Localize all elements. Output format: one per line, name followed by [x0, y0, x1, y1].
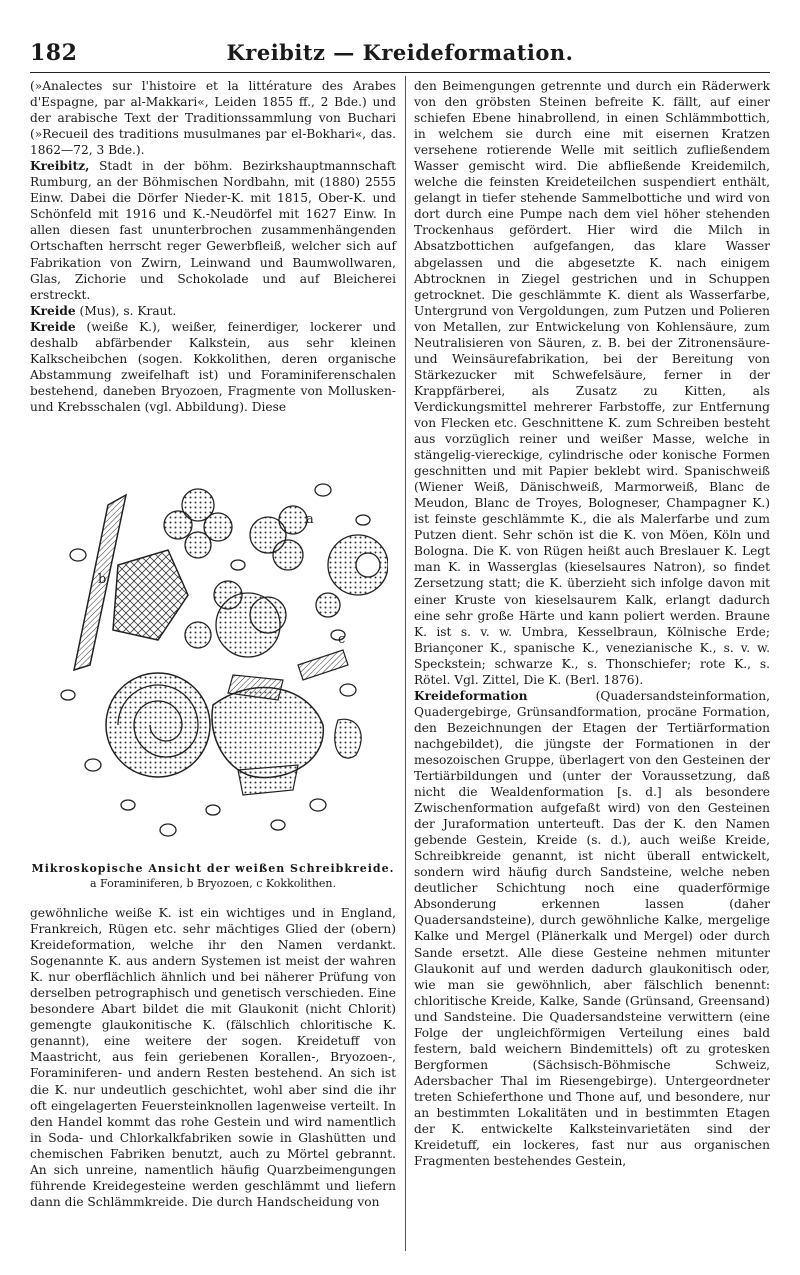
lemma-kreide-mus: Kreide: [30, 303, 76, 318]
lemma-kreide: Kreide: [30, 319, 76, 334]
paragraph-makkari: (»Analectes sur l'histoire et la littérature des Arabes d'Espagne, par al-Makkari«, Leiden 1855 ff., 2 Bde.) und der arabische Text der Traditionssammlung von Buchari (»Recueil des traditions musulmanes par el-Bokhari«, das. 1862—72, 3 Bde.).: [30, 79, 396, 158]
header-rule: [30, 72, 770, 73]
caption-title: Mikroskopische Ansicht der weißen Schreibkreide.: [31, 862, 395, 875]
entry-kreide-mus: [30, 303, 396, 319]
lemma-kreideformation: Kreideformation: [414, 688, 528, 703]
chalk-microscopy-illustration: [38, 465, 388, 855]
entry-kreide: [30, 319, 396, 415]
entry-kreibitz: [30, 158, 396, 302]
lemma-kreibitz: Kreibitz,: [30, 159, 90, 174]
entry-kreideformation-text: (Quadersandsteinformation, Quadergebirge, Grünsandformation, procäne Formation, den Bezeichnungen der Etagen der Tertiärformation nachgebildet), die jüngste der Formationen in der mesozoischen Gruppe, überlagert von den Gesteinen der Tertiärbildungen und (unter der Voraussetzung, daß nicht die Wealdenformation [s. d.] als besondere Zwischenformation aufgefaßt wird) von den Gesteinen der Juraformation unterteuft. Das der K. den Namen gebende Gestein, Kreide (s. d.), auch weiße Kreide, Schreibkreide genannt, ist nicht überall entwickelt, sondern wird häufig durch Sandsteine, welche neben deutlicher Schichtung noch eine quaderförmige Absonderung erkennen lassen (daher Quadersandsteine), durch gewöhnliche Kalke, mergelige Kalke und Mergel (Plänerkalk und Mergel) oder durch Sande ersetzt. Alle diese Gesteine nehmen mitunter Glaukonit auf und werden dadurch glaukonitisch oder, wie man sie gewöhnlich, aber fälschlich benennt: chloritische Kreide, Kalke, Sande (Grünsand, Greensand) und Sandsteine. Die Quadersandsteine verwittern (eine Folge der ungleichförmigen Verteilung eines bald festern, bald weichern Bindemittels) oft zu grotesken Bergformen (Sächsisch-Böhmische Schweiz, Adersbacher Thal im Riesengebirge). Untergeordneter treten Schieferthone und Thone auf, und besondere, nur an bestimmten Lokalitäten und in bestimmten Etagen der K. entwickelte Kalksteinvarietäten sind der Kreidetuff, ein lockeres, fast nur aus organischen Fragmenten bestehendes Gestein,: [414, 688, 770, 1169]
entry-kreideformation: [414, 688, 770, 1169]
page-header: [30, 40, 770, 70]
caption-legend: a Foraminiferen, b Bryozoen, c Kokkolithen.: [89, 877, 336, 890]
left-column-continued: [30, 905, 396, 1210]
paragraph-kreide-continued: gewöhnliche weiße K. ist ein wichtiges und in England, Frankreich, Rügen etc. sehr mächtiges Glied der (obern) Kreideformation, welche ihr den Namen verdankt. Sogenannte K. aus andern Systemen ist meist der wahren K. nur oberflächlich ähnlich und bei näherer Prüfung von derselben petrographisch und genetisch verschieden. Eine besondere Abart bildet die mit Glaukonit (nicht Chlorit) gemengte glaukonitische K. (fälschlich chloritische K. genannt), eine weitere der sogen. Kreidetuff von Maastricht, aus fein geriebenen Korallen-, Bryozoen-, Foraminiferen- und andern Resten bestehend. An sich ist die K. nur undeutlich geschichtet, wohl aber sind die ihr oft eingelagerten Feuersteinknollen lagenweise verteilt. In den Handel kommt das rohe Gestein und wird namentlich in Soda- und Chlorkalkfabriken sowie in Glashütten und chemischen Fabriken benutzt, auch zu Mörtel gebrannt. An sich unreine, namentlich häufig Quarzbeimengungen führende Kreidegesteine werden geschlämmt und liefern dann die Schlämmkreide. Die durch Handscheidung von: [30, 906, 396, 1209]
page-number: 182: [30, 40, 78, 66]
paragraph-schlaemmkreide: den Beimengungen getrennte und durch ein Räderwerk von den gröbsten Steinen befreite K. fällt, auf einer schiefen Ebene hinabrollend, in einen Schlämmbottich, in welchem sie durch eine mit eisernen Kratzen versehene rotierende Welle mit seitlich zufließendem Wasser gemischt wird. Die abfließende Kreidemilch, welche die feinsten Kreideteilchen suspendiert enthält, gelangt in tiefer stehende Sammelbottiche und wird von dort durch eine Pumpe nach dem viel höher stehenden Trockenhaus gefördert. Hier wird die Milch in Absatzbottichen aufgefangen, das klare Wasser abgelassen und die abgesetzte K. nach einigem Abtrocknen in Ziegel gestrichen und in Schuppen getrocknet. Die geschlämmte K. dient als Wasserfarbe, Untergrund von Vergoldungen, zum Putzen und Polieren von Metallen, zur Entwickelung von Kohlensäure, zum Neutralisieren von Säuren, z. B. bei der Zitronensäure- und Weinsäurefabrikation, bei der Bereitung von Stärkezucker mit Schwefelsäure, ferner in der Krappfärberei, als Zusatz zu Kitten, als Verdickungsmittel mehrerer Farbstoffe, zur Entfernung von Flecken etc. Geschnittene K. zum Schreiben besteht aus vorzüglich reiner und weißer Masse, welche in stängelig-viereckige, cylindrische oder konische Formen geschnitten und mit Papier beklebt wird. Spanischweiß (Wiener Weiß, Dänischweiß, Marmorweiß, Blanc de Meudon, Blanc de Troyes, Bologneser, Champagner K.) ist feinste geschlämmte K., die als Malerfarbe und zum Putzen dient. Sehr schön ist die K. von Möen, Köln und Bologna. Die K. von Rügen heißt auch Breslauer K. Legt man K. in Wasserglas (kieselsaures Natron), so findet Zersetzung statt; die K. überzieht sich infolge davon mit einer Kruste von kieselsaurem Kalk, erlangt dadurch eine sehr große Härte und kann poliert werden. Braune K. ist s. v. w. Umbra, Kesselbraun, Kölnische Erde; Briançoner K., spanische K., venezianische K., s. v. w. Speckstein; schwarze K., s. Thonschiefer; rote K., s. Rötel. Vgl. Zittel, Die K. (Berl. 1876).: [414, 79, 770, 687]
left-column: [30, 78, 396, 415]
running-head: Kreibitz — Kreideformation.: [226, 40, 574, 65]
column-divider: [405, 76, 406, 1251]
figure-label-b: b: [98, 572, 107, 587]
right-column: [414, 78, 770, 1169]
figure-chalk-microscopy: [30, 465, 396, 905]
figure-label-c: c: [338, 632, 346, 647]
figure-caption: [30, 861, 396, 891]
figure-label-a: a: [306, 512, 314, 527]
entry-kreide-text: (weiße K.), weißer, feinerdiger, lockerer und deshalb abfärbender Kalkstein, aus sehr kleinen Kalkscheibchen (sogen. Kokkolithen, deren organische Abstammung zweifelhaft ist) und Foraminiferenschalen bestehend, daneben Bryozoen, Fragmente von Mollusken- und Krebsschalen (vgl. Abbildung). Diese: [30, 319, 396, 414]
entry-kreide-mus-text: (Mus), s. Kraut.: [75, 303, 177, 318]
entry-kreibitz-text: Stadt in der böhm. Bezirkshauptmannschaft Rumburg, an der Böhmischen Nordbahn, mit (1880) 2555 Einw. Dabei die Dörfer Nieder-K. mit 1815, Ober-K. und Schönfeld mit 1916 und K.-Neudörfel mit 1627 Einw. In allen diesen fast ununterbrochen zusammenhängenden Ortschaften herrscht reger Gewerbfleiß, welcher sich auf Fabrikation von Zwirn, Leinwand und Baumwollwaren, Glas, Zichorie und Schokolade und auf Bleicherei erstreckt.: [30, 159, 396, 302]
